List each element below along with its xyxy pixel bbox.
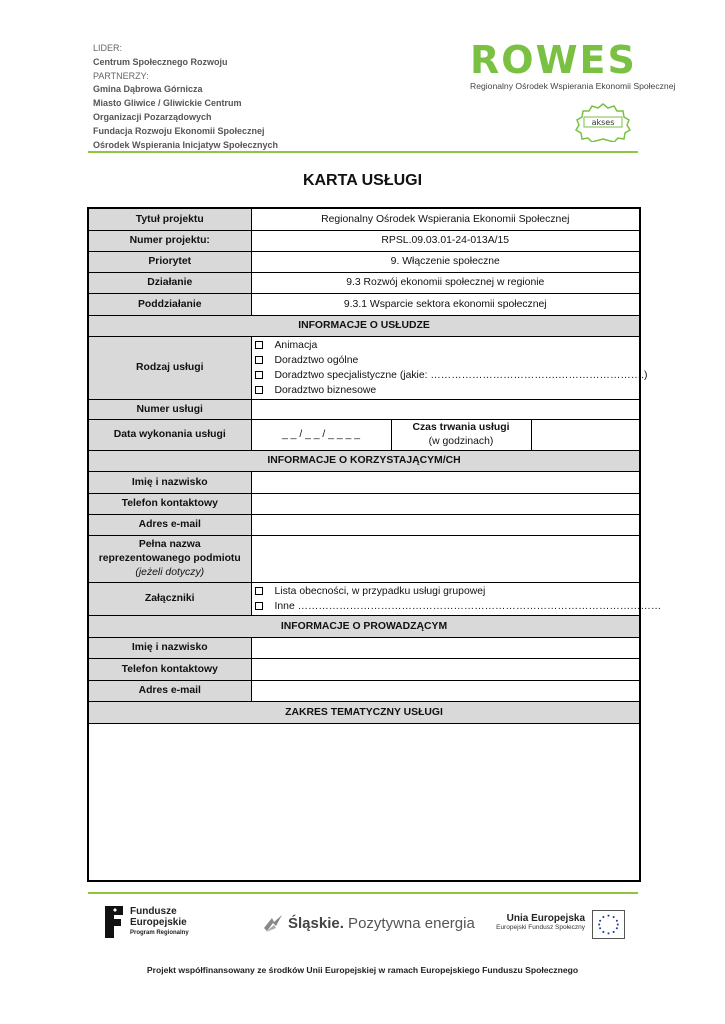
partner-item: Miasto Gliwice / Gliwickie Centrum — [93, 98, 242, 109]
attachments-label: Załączniki — [88, 582, 251, 615]
partner-item: Organizacji Pozarządowych — [93, 111, 212, 122]
rowes-logo-subtitle: Regionalny Ośrodek Wspierania Ekonomii Społecznej — [470, 81, 676, 91]
action-value: 9.3 Rozwój ekonomii społecznej w regionie — [251, 272, 640, 293]
service-type-options — [251, 336, 648, 399]
beneficiary-phone-field[interactable] — [251, 493, 640, 514]
entity-label-line1: Pełna nazwa — [138, 538, 201, 550]
entity-label-note: (jeżeli dotyczy) — [135, 566, 205, 578]
option-label: Doradztwo specjalistyczne (jakie: ……………………………….…………………….) — [274, 369, 648, 381]
subaction-label: Poddziałanie — [88, 293, 251, 315]
project-title-value: Regionalny Ośrodek Wspierania Ekonomii Społecznej — [251, 208, 640, 230]
slaskie-tagline: Pozytywna energia — [343, 914, 475, 932]
beneficiary-email-field[interactable] — [251, 514, 640, 535]
ue-logo-text — [490, 913, 585, 931]
project-title-label: Tytuł projektu — [88, 208, 251, 230]
beneficiary-name-field[interactable] — [251, 471, 640, 493]
attachments-options — [251, 582, 662, 615]
checkbox-icon[interactable] — [255, 602, 263, 610]
subaction-value: 9.3.1 Wsparcie sektora ekonomii społecznej — [251, 293, 640, 315]
option-label: Inne …………………………………………………………………………………………… — [274, 600, 662, 612]
service-section-header: INFORMACJE O USŁUDZE — [88, 315, 640, 336]
fundusze-europejskie-logo — [103, 904, 189, 940]
provider-name-field[interactable] — [251, 637, 640, 658]
fe-line1: Fundusze — [130, 905, 177, 917]
service-number-label: Numer usługi — [88, 399, 251, 419]
beneficiary-section-header: INFORMACJE O KORZYSTAJĄCYM/CH — [88, 450, 640, 471]
priority-label: Priorytet — [88, 251, 251, 272]
checkbox-icon[interactable] — [255, 386, 263, 394]
service-option-specialist[interactable] — [255, 368, 648, 383]
provider-phone-label: Telefon kontaktowy — [88, 658, 251, 680]
fe-logo-icon — [103, 904, 125, 940]
ue-line2: Europejski Fundusz Społeczny — [496, 924, 585, 931]
beneficiary-email-label: Adres e-mail — [88, 514, 251, 535]
scope-textarea[interactable] — [88, 723, 640, 881]
partner-item: Fundacja Rozwoju Ekonomii Społecznej — [93, 125, 265, 136]
lider-name: Centrum Społecznego Rozwoju — [93, 56, 228, 67]
priority-value: 9. Włączenie społeczne — [251, 251, 640, 272]
fe-line3: Program Regionalny — [130, 929, 189, 936]
attachment-option-attendance[interactable] — [255, 584, 637, 599]
service-duration-field[interactable] — [531, 419, 640, 450]
checkbox-icon[interactable] — [255, 371, 263, 379]
provider-name-label: Imię i nazwisko — [88, 637, 251, 658]
project-number-label: Numer projektu: — [88, 230, 251, 251]
slaskie-logo — [262, 912, 475, 934]
checkbox-icon[interactable] — [255, 341, 263, 349]
fe-line2: Europejskie — [130, 916, 187, 928]
lider-label: LIDER: — [93, 43, 123, 53]
service-type-label: Rodzaj usługi — [88, 336, 251, 399]
service-number-field[interactable] — [251, 399, 640, 419]
service-option-business[interactable] — [255, 383, 637, 398]
ue-line1: Unia Europejska — [506, 913, 585, 924]
beneficiary-name-label: Imię i nazwisko — [88, 471, 251, 493]
service-date-field[interactable]: _ _ / _ _ / _ _ _ _ — [251, 419, 391, 450]
option-label: Doradztwo ogólne — [274, 354, 359, 366]
checkbox-icon[interactable] — [255, 356, 263, 364]
header-divider — [88, 151, 638, 153]
slaskie-bird-icon — [262, 912, 284, 934]
partners-label: PARTNERZY: — [93, 70, 149, 81]
page-title: KARTA USŁUGI — [302, 172, 423, 189]
attachment-option-other[interactable] — [255, 599, 662, 614]
service-card-table — [87, 207, 662, 882]
service-duration-label — [391, 419, 531, 450]
footer-divider — [88, 892, 638, 894]
rowes-logo — [470, 38, 676, 91]
header-partners-block — [93, 42, 278, 152]
duration-unit-text: (w godzinach) — [428, 435, 494, 447]
provider-section-header: INFORMACJE O PROWADZĄCYM — [88, 615, 640, 637]
rowes-logo-word: ROWES — [470, 38, 637, 82]
service-option-animacja[interactable] — [255, 338, 637, 353]
option-label: Lista obecności, w przypadku usługi grupowej — [274, 585, 486, 597]
partner-item: Ośrodek Wspierania Inicjatyw Społecznych — [93, 139, 279, 150]
beneficiary-phone-label: Telefon kontaktowy — [88, 493, 251, 514]
duration-label-text: Czas trwania usługi — [412, 421, 510, 433]
checkbox-icon[interactable] — [255, 587, 263, 595]
provider-phone-field[interactable] — [251, 658, 640, 680]
service-date-label: Data wykonania usługi — [88, 419, 251, 450]
fe-logo-text — [130, 906, 189, 939]
akses-badge-text: akses — [591, 118, 615, 127]
beneficiary-entity-label — [88, 535, 251, 582]
cofinancing-note: Projekt współfinansowany ze środków Unii Europejskiej w ramach Europejskiego Funduszu Społecznego — [146, 965, 579, 975]
partner-item: Gmina Dąbrowa Górnicza — [93, 84, 203, 95]
akses-badge-icon — [572, 102, 634, 142]
option-label: Doradztwo biznesowe — [274, 384, 377, 396]
option-label: Animacja — [274, 339, 318, 351]
beneficiary-entity-field[interactable] — [251, 535, 640, 582]
eu-flag-icon — [592, 910, 625, 939]
action-label: Działanie — [88, 272, 251, 293]
slaskie-bold-text: Śląskie. — [288, 914, 344, 932]
provider-email-field[interactable] — [251, 680, 640, 701]
project-number-value: RPSL.09.03.01-24-013A/15 — [251, 230, 640, 251]
service-option-general[interactable] — [255, 353, 637, 368]
entity-label-line2: reprezentowanego podmiotu — [98, 552, 241, 564]
provider-email-label: Adres e-mail — [88, 680, 251, 701]
scope-section-header: ZAKRES TEMATYCZNY USŁUGI — [88, 701, 640, 723]
